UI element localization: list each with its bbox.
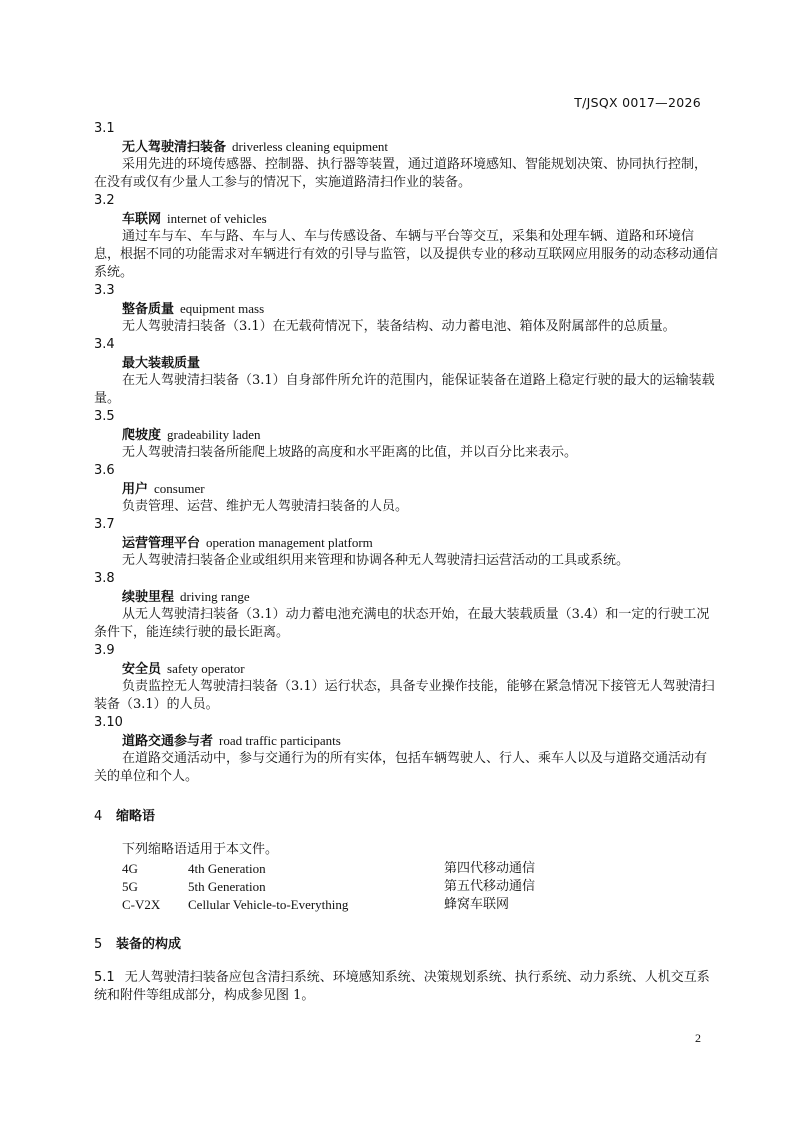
term-zh: 安全员	[122, 662, 162, 677]
term-entry	[94, 282, 718, 336]
term-definition: 无人驾驶清扫装备（3.1）在无载荷情况下，装备结构、动力蓄电池、箱体及附属部件的总质量。	[122, 319, 676, 334]
term-heading	[122, 354, 718, 372]
abbreviation-row	[122, 878, 718, 896]
term-entry	[94, 462, 718, 516]
section-title: 装备的构成	[116, 937, 182, 952]
abbreviation-list	[122, 860, 718, 914]
abbreviation-english: Cellular Vehicle-to-Everything	[188, 897, 349, 912]
term-heading	[122, 300, 718, 318]
term-zh: 道路交通参与者	[122, 734, 214, 749]
term-definition: 在道路交通活动中，参与交通行为的所有实体，包括车辆驾驶人、行人、乘车人以及与道路交通活动有关的单位和个人。	[94, 751, 708, 784]
term-heading	[122, 426, 718, 444]
term-definition: 采用先进的环境传感器、控制器、执行器等装置，通过道路环境感知、智能规划决策、协同执行控制，在没有或仅有少量人工参与的情况下，实施道路清扫作业的装备。	[94, 157, 708, 190]
abbreviation-chinese: 第四代移动通信	[444, 861, 536, 876]
abbreviation-english: 5th Generation	[188, 879, 266, 894]
abbreviation-chinese: 蜂窝车联网	[444, 897, 510, 912]
term-entry	[94, 516, 718, 570]
page-number: 2	[695, 1031, 701, 1045]
term-definition: 无人驾驶清扫装备企业或组织用来管理和协调各种无人驾驶清扫运营活动的工具或系统。	[122, 553, 630, 568]
document-id: T/JSQX 0017—2026	[574, 95, 701, 110]
term-number: 3.10	[94, 715, 123, 730]
term-en: equipment mass	[180, 301, 265, 316]
term-en: gradeability laden	[167, 427, 261, 442]
term-definition: 负责管理、运营、维护无人驾驶清扫装备的人员。	[122, 499, 409, 514]
term-zh: 车联网	[122, 212, 162, 227]
page-body	[94, 120, 718, 1005]
term-heading	[122, 588, 718, 606]
abbreviation-english: 4th Generation	[188, 861, 266, 876]
term-number: 3.7	[94, 517, 115, 532]
term-zh: 无人驾驶清扫装备	[122, 140, 227, 155]
term-number: 3.6	[94, 463, 115, 478]
term-entry	[94, 120, 718, 192]
term-zh: 运营管理平台	[122, 536, 201, 551]
term-definition: 无人驾驶清扫装备所能爬上坡路的高度和水平距离的比值，并以百分比来表示。	[122, 445, 578, 460]
term-entry	[94, 570, 718, 642]
term-definition: 通过车与车、车与路、车与人、车与传感设备、车辆与平台等交互，采集和处理车辆、道路和环境信息，根据不同的功能需求对车辆进行有效的引导与监管，以及提供专业的移动互联网应用服务的动态移动通信系统。	[94, 229, 719, 280]
term-entry	[94, 192, 718, 282]
term-heading	[122, 138, 718, 156]
clause-paragraph	[94, 969, 718, 1005]
clause-number: 5.1	[94, 970, 115, 985]
abbreviation: 4G	[122, 861, 138, 876]
section-heading	[94, 933, 718, 952]
section-title: 缩略语	[116, 809, 156, 824]
term-zh: 用户	[122, 482, 149, 497]
term-zh: 最大装载质量	[122, 356, 201, 371]
term-entry	[94, 336, 718, 408]
term-heading	[122, 480, 718, 498]
term-zh: 续驶里程	[122, 590, 175, 605]
term-number: 3.1	[94, 121, 115, 136]
term-number: 3.2	[94, 193, 115, 208]
term-number: 3.4	[94, 337, 115, 352]
term-definition: 在无人驾驶清扫装备（3.1）自身部件所允许的范围内，能保证装备在道路上稳定行驶的最大的运输装载量。	[94, 373, 715, 406]
term-en: road traffic participants	[219, 733, 341, 748]
abbreviation-row	[122, 896, 718, 914]
section-heading	[94, 805, 718, 824]
term-heading	[122, 534, 718, 552]
section-intro: 下列缩略语适用于本文件。	[122, 842, 279, 857]
term-en: internet of vehicles	[167, 211, 267, 226]
abbreviation-row	[122, 860, 718, 878]
section-number: 4	[94, 809, 103, 824]
section-number: 5	[94, 937, 103, 952]
term-definition: 负责监控无人驾驶清扫装备（3.1）运行状态，具备专业操作技能，能够在紧急情况下接管无人驾驶清扫装备（3.1）的人员。	[94, 679, 715, 712]
term-en: safety operator	[167, 661, 245, 676]
clause-text: 无人驾驶清扫装备应包含清扫系统、环境感知系统、决策规划系统、执行系统、动力系统、人机交互系统和附件等组成部分，构成参见图 1。	[94, 970, 710, 1003]
term-number: 3.3	[94, 283, 115, 298]
term-zh: 爬坡度	[122, 428, 162, 443]
term-entry	[94, 408, 718, 462]
term-entry	[94, 642, 718, 714]
term-en: consumer	[154, 481, 205, 496]
term-number: 3.8	[94, 571, 115, 586]
abbreviation-chinese: 第五代移动通信	[444, 879, 536, 894]
abbreviation: 5G	[122, 879, 138, 894]
term-definition: 从无人驾驶清扫装备（3.1）动力蓄电池充满电的状态开始，在最大装载质量（3.4）和一定的行驶工况条件下，能连续行驶的最长距离。	[94, 607, 710, 640]
term-en: operation management platform	[206, 535, 373, 550]
abbreviation: C-V2X	[122, 897, 161, 912]
term-heading	[122, 210, 718, 228]
term-en: driving range	[180, 589, 250, 604]
term-heading	[122, 732, 718, 750]
term-number: 3.9	[94, 643, 115, 658]
term-number: 3.5	[94, 409, 115, 424]
term-entry	[94, 714, 718, 786]
term-zh: 整备质量	[122, 302, 175, 317]
term-heading	[122, 660, 718, 678]
term-en: driverless cleaning equipment	[232, 139, 388, 154]
